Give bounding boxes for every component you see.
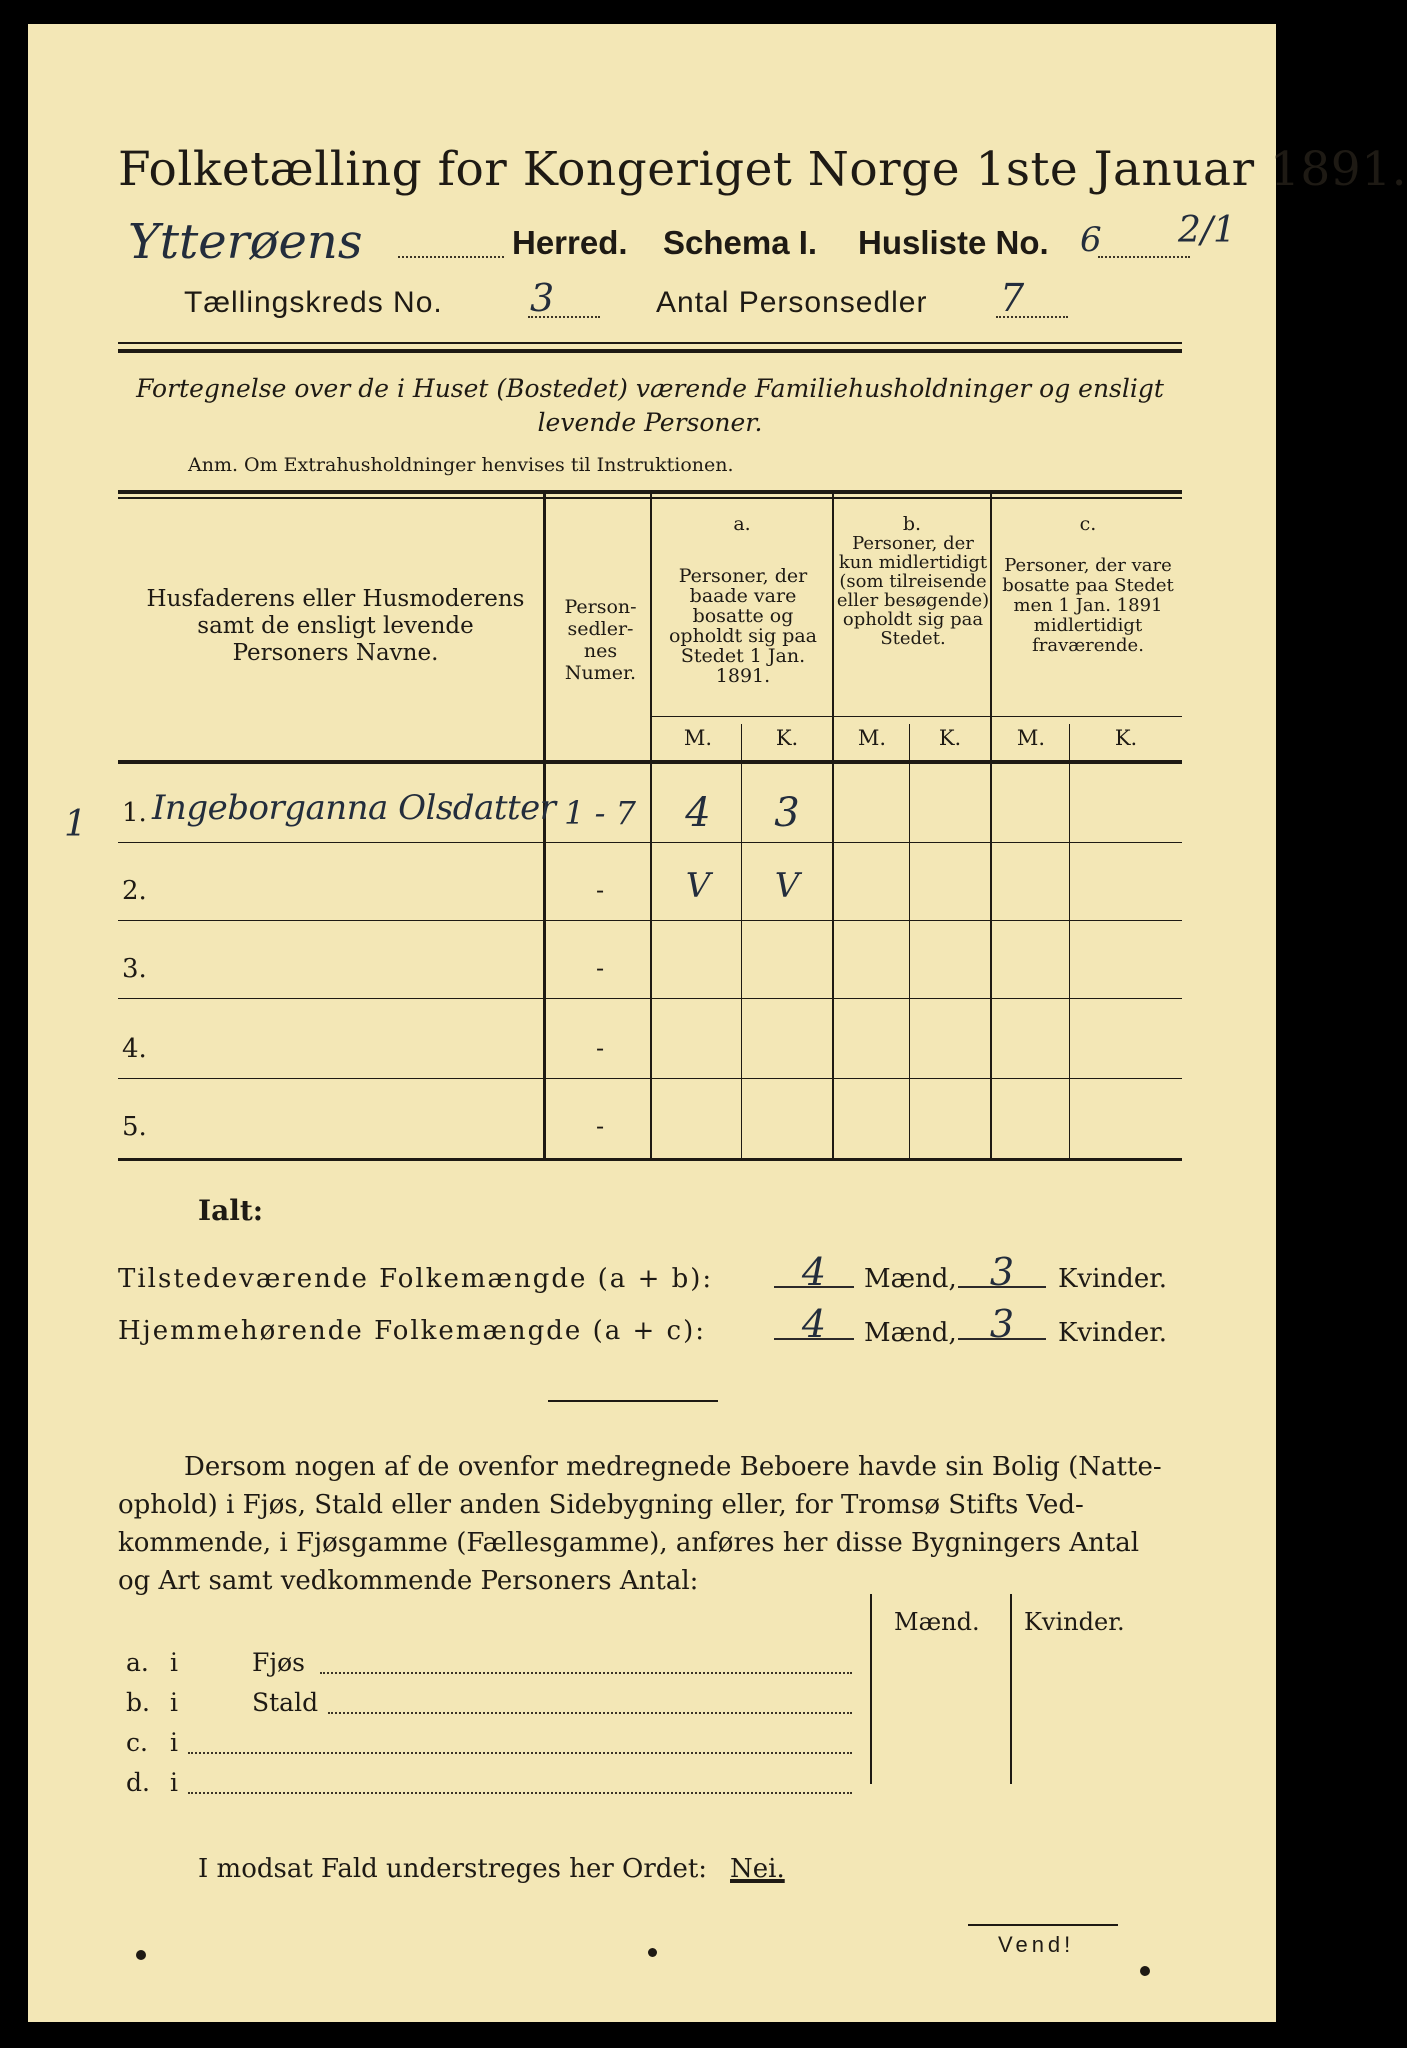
sub-c-m: M. [1016, 726, 1046, 750]
tilstede-kvinder-label: Kvinder. [1058, 1264, 1168, 1294]
sub-a-m: M. [683, 726, 713, 750]
margin-mark: 1 [64, 804, 87, 845]
outbuildings-col-maend: Mænd. [894, 1608, 980, 1636]
row-rule-2 [118, 920, 1182, 921]
tilstede-kvinder-line [958, 1286, 1046, 1288]
ialt-label: Ialt: [198, 1194, 264, 1227]
col-header-c-text: Personer, der vare bosatte paa Stedet men 1 Jan. 1891 midlertidigt fraværende. [1002, 555, 1174, 656]
item-c-dots [188, 1752, 852, 1754]
row-5-numer: - [595, 1112, 605, 1140]
footer-text: I modsat Fald understreges her Ordet: [198, 1854, 708, 1884]
row-2-number: 2. [122, 876, 147, 906]
col-divider-a [832, 494, 834, 1158]
col-header-names: Husfaderens eller Husmoderens samt de ensligt levende Personers Navne. [146, 586, 525, 666]
col-divider-numer [650, 494, 652, 1158]
sub-c-k: K. [1114, 726, 1138, 750]
header-rule-thin [118, 342, 1182, 344]
header-rule-thick [118, 349, 1182, 353]
intro-line-1: Fortegnelse over de i Huset (Bostedet) værende Familiehusholdninger og ensligt [136, 374, 1164, 403]
antal-label: Antal Personsedler [656, 286, 928, 319]
row-4-number: 4. [122, 1034, 147, 1064]
separator-rule [548, 1400, 718, 1402]
col-header-b-letter: b. [902, 513, 922, 535]
item-a-name: Fjøs [252, 1648, 305, 1677]
item-b-prep: i [170, 1688, 178, 1717]
item-d-prep: i [170, 1768, 178, 1797]
subheader-rule [650, 716, 1182, 717]
hjemme-maend-value: 4 [801, 1302, 827, 1346]
row-1-numer: 1 - 7 [564, 794, 636, 832]
outbuildings-divider-2 [1010, 1594, 1012, 1784]
sub-a-k: K. [775, 726, 799, 750]
outbuildings-divider-1 [870, 1594, 872, 1784]
col-divider-a-mk [741, 724, 742, 1158]
census-form-page [28, 24, 1407, 2022]
kreds-dotted-line [528, 316, 600, 318]
antal-dotted-line [996, 316, 1068, 318]
hjemme-kvinder-value: 3 [989, 1302, 1015, 1346]
ink-speck [648, 1948, 657, 1957]
row-5-number: 5. [122, 1112, 147, 1142]
row-3-number: 3. [122, 954, 147, 984]
kreds-label: Tællingskreds No. [184, 286, 443, 319]
schema-label: Schema I. [663, 224, 818, 261]
husliste-handwritten: 6 [1080, 220, 1102, 260]
col-divider-c-mk [1069, 724, 1070, 1158]
tilstede-kvinder-value: 3 [989, 1250, 1015, 1294]
husliste-label: Husliste No. [858, 224, 1049, 261]
footer-nei: Nei. [730, 1854, 785, 1884]
col-header-numer: Person-sedler-nes Numer. [564, 596, 637, 684]
col-header-c-letter: c. [1079, 513, 1097, 535]
husliste-dotted-line [1098, 256, 1190, 258]
antal-handwritten: 7 [1000, 276, 1025, 320]
form-title: Folketælling for Kongeriget Norge 1ste Januar 1891. [118, 142, 1407, 197]
hjemme-maend-line [774, 1338, 854, 1340]
tilstede-maend-line [774, 1286, 854, 1288]
row-rule-4 [118, 1078, 1182, 1079]
tilstede-maend-value: 4 [801, 1250, 827, 1294]
row-rule-1 [118, 842, 1182, 843]
ink-speck [1140, 1966, 1150, 1976]
row-1-name: Ingeborganna Olsdatter [152, 788, 556, 828]
vend-rule [968, 1924, 1118, 1926]
item-b-letter: b. [126, 1688, 150, 1717]
item-a-letter: a. [126, 1648, 149, 1677]
tilstede-label: Tilstedeværende Folkemængde (a + b): [118, 1264, 714, 1294]
husliste-suffix-handwritten: 2/1 [1178, 210, 1236, 251]
herred-dotted-line [398, 256, 504, 258]
row-2-numer: - [595, 876, 605, 904]
sub-b-k: K. [938, 726, 962, 750]
outbuildings-line-1: Dersom nogen af de ovenfor medregnede Beboere havde sin Bolig (Natte- [184, 1452, 1162, 1482]
item-b-dots [328, 1712, 852, 1714]
ink-speck [136, 1950, 146, 1960]
item-b-name: Stald [252, 1688, 319, 1717]
row-1-number: 1. [122, 798, 147, 828]
hjemme-kvinder-label: Kvinder. [1058, 1318, 1168, 1348]
col-header-b-text: Personer, der kun midlertidigt (som tilreisende eller besøgende) opholdt sig paa Stedet. [836, 533, 990, 649]
col-divider-b-mk [909, 724, 910, 1158]
tilstede-maend-label: Mænd, [864, 1264, 957, 1294]
row-1-a-k: 3 [774, 790, 800, 836]
row-3-numer: - [595, 954, 605, 982]
anm-note: Anm. Om Extrahusholdninger henvises til Instruktionen. [188, 454, 734, 476]
outbuildings-line-3: kommende, i Fjøsgamme (Fællesgamme), anføres her disse Bygningers Antal [118, 1528, 1140, 1558]
item-c-prep: i [170, 1728, 178, 1757]
hjemme-label: Hjemmehørende Folkemængde (a + c): [118, 1316, 706, 1346]
row-1-a-m: 4 [685, 790, 711, 836]
item-a-prep: i [170, 1648, 178, 1677]
item-c-letter: c. [126, 1728, 148, 1757]
herred-label: Herred. [512, 224, 628, 261]
hjemme-maend-label: Mænd, [864, 1318, 957, 1348]
item-a-dots [320, 1672, 852, 1674]
row-rule-3 [118, 998, 1182, 999]
herred-handwritten: Ytterøens [128, 214, 363, 270]
outbuildings-col-kvinder: Kvinder. [1024, 1608, 1125, 1636]
hjemme-kvinder-line [958, 1338, 1046, 1340]
table-bottom-rule [118, 1158, 1182, 1161]
vend-text: Vend! [998, 1932, 1075, 1957]
outbuildings-line-2: ophold) i Fjøs, Stald eller anden Sidebygning eller, for Tromsø Stifts Ved- [118, 1490, 1084, 1520]
kreds-handwritten: 3 [530, 276, 555, 320]
col-divider-b [990, 494, 992, 1158]
item-d-letter: d. [126, 1768, 150, 1797]
row-2-a-k: V [774, 866, 800, 906]
item-d-dots [188, 1792, 852, 1794]
sub-b-m: M. [857, 726, 887, 750]
intro-line-2: levende Personer. [537, 408, 763, 437]
row-4-numer: - [595, 1034, 605, 1062]
col-header-a-letter: a. [733, 513, 751, 535]
row-2-a-m: V [685, 866, 711, 906]
col-header-a-text: Personer, der baade vare bosatte og opholdt sig paa Stedet 1 Jan. 1891. [668, 565, 818, 687]
outbuildings-line-4: og Art samt vedkommende Personers Antal: [118, 1566, 699, 1596]
